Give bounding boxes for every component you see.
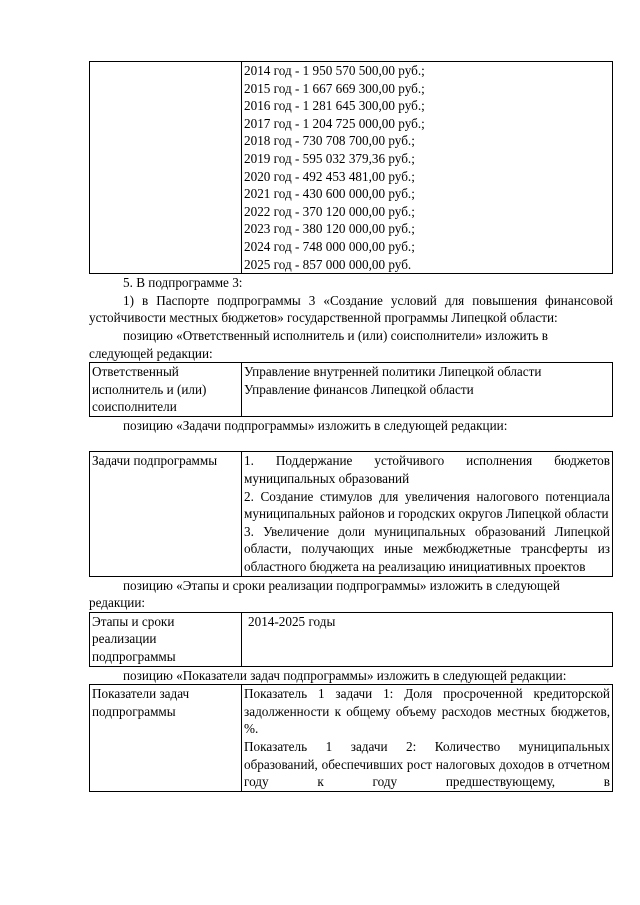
indicators-value-cell: [242, 685, 613, 792]
funding-line: 2016 год - 1 281 645 300,00 руб.;: [244, 98, 425, 114]
task-item: 2. Создание стимулов для увеличения налогового потенциала муниципальных районов и городских округов Липецкой области: [244, 488, 610, 522]
stages-value-cell: [242, 612, 613, 666]
indicator-item: Показатель 1 задачи 1: Доля просроченной кредиторской задолженности к общему объему расходов местных бюджетов, %.: [244, 686, 610, 737]
task-item: 1. Поддержание устойчивого исполнения бюджетов муниципальных образований: [244, 453, 610, 487]
stages-value: 2014-2025 годы: [248, 613, 336, 629]
funding-table: [89, 61, 613, 274]
responsible-line: Управление внутренней политики Липецкой области: [244, 364, 542, 380]
funding-line: 2025 год - 857 000 000,00 руб.: [244, 256, 412, 272]
funding-line: 2022 год - 370 120 000,00 руб.;: [244, 203, 415, 219]
funding-line: 2024 год - 748 000 000,00 руб.;: [244, 238, 415, 254]
tasks-label-cell: Задачи подпрограммы: [90, 452, 242, 576]
responsible-instruction: позицию «Ответственный исполнитель и (или) соисполнители» изложить в следующей редакции:: [89, 327, 548, 361]
section-5-item-1: 1) в Паспорте подпрограммы 3 «Создание условий для повышения финансовой устойчивости местных бюджетов» государственной программы Липецкой области:: [89, 292, 613, 326]
responsible-line: Управление финансов Липецкой области: [244, 381, 474, 397]
funding-table-left-cell: [90, 62, 242, 274]
funding-table-values-cell: [242, 62, 613, 274]
indicators-label-cell: Показатели задач подпрограммы: [90, 685, 242, 792]
funding-line: 2014 год - 1 950 570 500,00 руб.;: [244, 63, 425, 78]
funding-line: 2019 год - 595 032 379,36 руб.;: [244, 150, 415, 166]
funding-line: 2018 год - 730 708 700,00 руб.;: [244, 133, 415, 149]
indicators-table: [89, 684, 613, 792]
stages-table: [89, 612, 613, 667]
funding-line: 2015 год - 1 667 669 300,00 руб.;: [244, 80, 425, 96]
indicator-item: Показатель 1 задачи 2: Количество муниципальных образований, обеспечивших рост налоговых доходов в отчетном году к году предшествующему, в: [244, 738, 610, 790]
tasks-table: [89, 451, 613, 576]
section-5-heading: 5. В подпрограмме 3:: [123, 275, 243, 291]
document-page: [89, 61, 613, 792]
responsible-value-cell: [242, 363, 613, 417]
responsible-label-cell: Ответственный исполнитель и (или) соисполнители: [90, 363, 242, 417]
tasks-value-cell: [242, 452, 613, 576]
funding-line: 2021 год - 430 600 000,00 руб.;: [244, 186, 415, 202]
stages-instruction: позицию «Этапы и сроки реализации подпрограммы» изложить в следующей редакции:: [89, 577, 560, 611]
indicators-instruction: позицию «Показатели задач подпрограммы» изложить в следующей редакции:: [123, 667, 567, 683]
task-item: 3. Увеличение доли муниципальных образований Липецкой области, получающих иные межбюджетные трансферты из областного бюджета на реализацию инициативных проектов: [244, 523, 610, 575]
stages-label-cell: Этапы и сроки реализации подпрограммы: [90, 612, 242, 666]
funding-line: 2017 год - 1 204 725 000,00 руб.;: [244, 115, 425, 131]
responsible-table: [89, 362, 613, 417]
funding-line: 2020 год - 492 453 481,00 руб.;: [244, 168, 415, 184]
tasks-instruction: позицию «Задачи подпрограммы» изложить в следующей редакции:: [123, 417, 508, 433]
funding-line: 2023 год - 380 120 000,00 руб.;: [244, 221, 415, 237]
